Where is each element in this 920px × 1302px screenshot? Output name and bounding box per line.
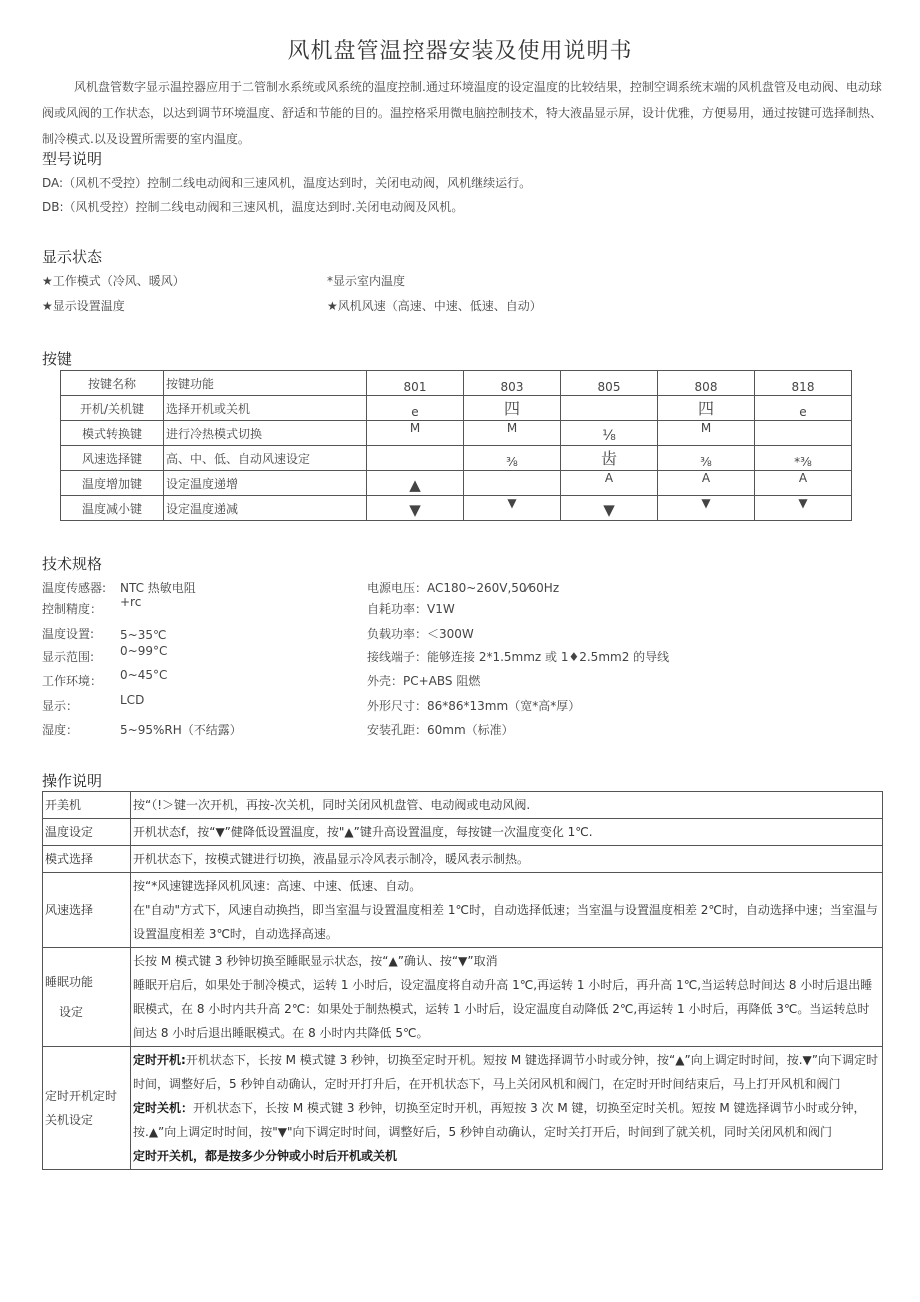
ops-text: 按“*风速键选择风机风速：高速、中速、低速、自动。	[133, 879, 422, 893]
key-symbol: M	[658, 421, 755, 446]
ops-text	[133, 1048, 881, 1096]
key-symbol: 四	[658, 396, 755, 421]
ops-bold-label: 定时开关机，都是按多少分钟或小时后开机或关机	[133, 1149, 398, 1163]
table-row	[61, 396, 852, 421]
ops-key-line: 设定	[59, 1005, 84, 1019]
model-da: DA:（风机不受控）控制二线电动阀和三速风机，温度达到时，关闭电动阀，风机继续运行。	[42, 176, 532, 190]
ops-text	[133, 1144, 881, 1168]
key-name: 开机/关机键	[61, 396, 164, 421]
spec-label: 控制精度：	[42, 602, 103, 616]
key-symbol	[367, 446, 464, 471]
spec-label: 湿度：	[42, 723, 79, 737]
spec-label: 温度传感器:	[42, 581, 107, 595]
ops-text: 长按 M 模式键 3 秒钟切换至睡眠显示状态，按“▲”确认、按“▼”取消	[133, 954, 498, 968]
ops-inline-text: 开机状态下，长按 M 模式键 3 秒钟，切换至定时开机，再短按 3 次 M 键，切换至定时关机。短按 M 键选择调节小时或分钟，按.▲”向上调定时时间，按"▼"向下调定时时间，调整好后，5 秒钟自动确认，定时关打开后，时间到了就关机，同时关闭风机和阀门	[133, 1101, 866, 1139]
display-item: ★显示设置温度	[42, 299, 125, 313]
key-symbol: ▲	[367, 471, 464, 496]
key-symbol: ▼	[658, 496, 755, 521]
key-symbol: ▼	[561, 496, 658, 521]
key-name: 温度减小键	[61, 496, 164, 521]
key-function: 进行冷热模式切换	[164, 421, 367, 446]
specs-heading: 技术规格	[42, 555, 103, 573]
ops-heading: 操作说明	[42, 772, 103, 790]
table-row	[43, 1047, 883, 1170]
spec-value: +rc	[120, 595, 142, 609]
spec-item: 自耗功率：V1W	[367, 602, 455, 616]
keys-table	[60, 370, 852, 521]
key-symbol: M	[464, 421, 561, 446]
ops-text: 在"自动"方式下，风速自动换挡，即当室温与设置温度相差 1℃时，自动选择低速；当室温与设置温度相差 2℃时，自动选择中速；当室温与设置温度相差 3℃时，自动选择高速。	[133, 903, 878, 941]
key-symbol	[464, 471, 561, 496]
key-symbol: ⅛	[561, 421, 658, 446]
keys-header-cell: 801	[367, 371, 464, 396]
ops-key-line: 睡眠功能	[45, 975, 94, 989]
spec-value: LCD	[120, 693, 145, 707]
ops-inline-text: 开机状态下，长按 M 模式键 3 秒钟，切换至定时开机。短按 M 键选择调节小时或分钟，按“▲”向上调定时时间，按.▼”向下调定时时间，调整好后，5 秒钟自动确认，定时开打升后，在开机状态下，马上关闭风机和阀门，在定时开时间结束后，马上打开风机和阀门	[133, 1053, 878, 1091]
key-name: 风速选择键	[61, 446, 164, 471]
key-symbol: ⅜	[658, 446, 755, 471]
table-row	[43, 819, 883, 846]
spec-value: 0~99°C	[120, 644, 168, 658]
keys-header-cell: 818	[755, 371, 852, 396]
key-symbol: *⅜	[755, 446, 852, 471]
keys-header-cell: 805	[561, 371, 658, 396]
spec-value: 5~95%RH（不结露）	[120, 723, 242, 737]
spec-item: 外形尺寸：86*86*13mm（宽*高*厚）	[367, 699, 581, 713]
key-function: 设定温度递减	[164, 496, 367, 521]
key-symbol: ▼	[464, 496, 561, 521]
ops-value	[131, 873, 883, 948]
ops-value: 按“（!＞键一次开机，再按-次关机，同时关闭风机盘管、电动阀或电动风阀.	[131, 792, 883, 819]
model-heading: 型号说明	[42, 150, 103, 168]
keys-header-cell: 803	[464, 371, 561, 396]
spec-value: 0~45°C	[120, 668, 168, 682]
spec-item: 外壳：PC+ABS 阻燃	[367, 674, 481, 688]
ops-key	[43, 948, 131, 1047]
key-symbol: ▼	[367, 496, 464, 521]
spec-item: 负载功率：＜300W	[367, 627, 474, 641]
display-item: ★工作模式（冷风、暖风）	[42, 274, 185, 288]
display-heading: 显示状态	[42, 248, 103, 266]
ops-key-line: 定时开机定时	[45, 1089, 118, 1103]
ops-key: 风速选择	[43, 873, 131, 948]
ops-key: 温度设定	[43, 819, 131, 846]
table-row	[43, 792, 883, 819]
spec-value: NTC 热敏电阻	[120, 581, 196, 595]
key-function: 设定温度递增	[164, 471, 367, 496]
ops-key	[43, 1047, 131, 1170]
key-function: 选择开机或关机	[164, 396, 367, 421]
key-symbol: M	[367, 421, 464, 446]
spec-item: 接线端子：能够连接 2*1.5mmz 或 1♦2.5mm2 的导线	[367, 650, 670, 664]
spec-item: 电源电压：AC180~260V,50⁄60Hz	[367, 581, 560, 595]
keys-header-cell: 按键名称	[61, 371, 164, 396]
intro-paragraph: 风机盘管数字显示温控器应用于二管制水系统或风系统的温度控制.通过环境温度的设定温度的比较结果，控制空调系统末端的风机盘管及电动阀、电动球阀或风阀的工作状态，以达到调节环境温度、舒适和节能的目的。温控格采用微电脑控制技术，特大液晶显示屏，设计优雅，方便易用，通过按键可选择制热、制冷模式.以及设置所需要的室内温度。	[42, 80, 883, 146]
key-name: 温度增加键	[61, 471, 164, 496]
ops-key-line: 关机设定	[45, 1113, 94, 1127]
key-symbol: 齿	[561, 446, 658, 471]
spec-item: 安装孔距：60mm（标准）	[367, 723, 514, 737]
ops-value	[131, 948, 883, 1047]
table-row	[43, 846, 883, 873]
ops-value: 开机状态f，按“▼”健降低设置温度，按"▲”键升高设置温度，每按键一次温度变化 1℃.	[131, 819, 883, 846]
key-symbol	[755, 421, 852, 446]
ops-bold-label: 定时关机：	[133, 1101, 194, 1115]
key-symbol: ▼	[755, 496, 852, 521]
table-row	[61, 496, 852, 521]
display-item: ★风机风速（高速、中速、低速、自动）	[327, 299, 542, 313]
spec-label: 温度设置:	[42, 627, 95, 641]
model-db: DB:（风机受控）控制二线电动阀和三速风机，温度达到时.关闭电动阀及风机。	[42, 200, 464, 214]
ops-text: 睡眠开启后，如果处于制冷模式，运转 1 小时后，设定温度将自动升高 1℃,再运转 1 小时后，再升高 1℃,当运转总时间达 8 小时后退出睡眠模式，在 8 小时内共升高 2℃：如果处于制热模式，运转 1 小时后，设定温度自动降低 2℃,再运转 1 小时后，再降低 3℃。当运转总时间达 8 小时后退出睡眠模式。在 8 小时内共降低 5℃。	[133, 978, 873, 1040]
key-symbol: ⅜	[464, 446, 561, 471]
key-symbol: 四	[464, 396, 561, 421]
display-item: *显示室内温度	[327, 274, 406, 288]
key-symbol: e	[755, 396, 852, 421]
table-row	[43, 873, 883, 948]
ops-key: 模式选择	[43, 846, 131, 873]
keys-heading: 按键	[42, 350, 73, 368]
key-function: 高、中、低、自动风速设定	[164, 446, 367, 471]
spec-label: 显示范围:	[42, 650, 95, 664]
ops-value	[131, 1047, 883, 1170]
ops-bold-label: 定时开机:	[133, 1053, 186, 1067]
spec-label: 显示：	[42, 699, 79, 713]
spec-value: 5~35℃	[120, 628, 167, 642]
ops-key: 开美机	[43, 792, 131, 819]
table-row	[43, 948, 883, 1047]
keys-header-row	[61, 371, 852, 396]
page-title: 风机盘管温控器安装及使用说明书	[287, 39, 633, 64]
key-symbol: A	[658, 471, 755, 496]
keys-header-cell: 808	[658, 371, 755, 396]
key-symbol	[561, 396, 658, 421]
keys-header-cell: 按键功能	[164, 371, 367, 396]
key-name: 模式转换键	[61, 421, 164, 446]
key-symbol: A	[561, 471, 658, 496]
ops-table	[42, 791, 883, 1170]
key-symbol: e	[367, 396, 464, 421]
ops-text	[133, 1096, 881, 1144]
table-row	[61, 446, 852, 471]
table-row	[61, 471, 852, 496]
table-row	[61, 421, 852, 446]
spec-label: 工作环境：	[42, 674, 103, 688]
ops-value: 开机状态下，按模式键进行切换，液晶显示冷风表示制冷，暖风表示制热。	[131, 846, 883, 873]
key-symbol: A	[755, 471, 852, 496]
